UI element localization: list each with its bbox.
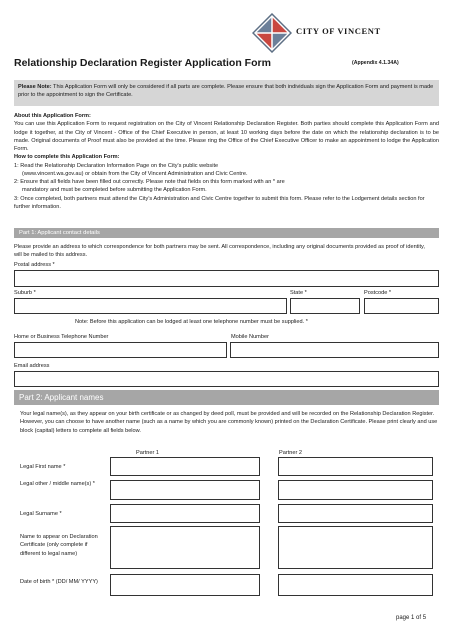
legal-first-name-label: Legal First name * [20,464,66,470]
telephone-input[interactable] [14,342,227,358]
how-to-step: 3: Once completed, both partners must attend the City's Administration and Civic Centre together to submit this form. Please refer to the Lodgement details section for further information. [14,195,425,210]
appendix-reference: (Appendix 4.1.34A) [352,60,399,66]
telephone-label: Home or Business Telephone Number [14,334,109,340]
partner2-legal-surname-input[interactable] [278,504,433,523]
certificate-name-label: Name to appear on Declaration Certificate (only complete if different to legal name) [20,534,98,557]
notice-box [14,80,439,106]
about-body: You can use this Application Form to request registration on the City of Vincent Relationship Declaration Register. Both parties should complete this Application Form and lodge it together, at the City of Vincent - Office of the Chief Executive in person, at least 10 working days before the date on which the relationship declaration is to be made. Original documents of Proof must also be provided at the time. Please ring the Office of the Chief Executive Officer to make an appointment to lodge the Application Form. [14,121,439,153]
part2-intro: Your legal name(s), as they appear on your birth certificate or as changed by deed poll, must be provided and will be recorded on the Relationship Declaration Register. However, you can choose to have another name (such as a name by which you are commonly known) printed on the Declaration Certificate. Please print clearly and use block (capital) letters to complete all fields below. [20,411,438,434]
suburb-input[interactable] [14,298,287,314]
partner1-date-of-birth-input[interactable] [110,574,260,596]
how-to-step: 1: Read the Relationship Declaration Information Page on the City's public website [14,162,219,169]
state-label: State * [290,290,307,296]
mobile-label: Mobile Number [231,334,269,340]
how-to-step: (www.vincent.wa.gov.au) or obtain from the City of Vincent Administration and Civic Centre. [22,170,248,177]
partner1-legal-first-name-input[interactable] [110,457,260,476]
part2-heading: Part 2: Applicant names [14,390,439,405]
partner2-certificate-name-input[interactable] [278,526,433,569]
mobile-input[interactable] [230,342,439,358]
email-input[interactable] [14,371,439,387]
postcode-input[interactable] [364,298,439,314]
phone-note: Note: Before this application can be lodged at least one telephone number must be supplied. * [75,319,308,325]
how-to-step: mandatory and must be completed before submitting the Application Form. [22,187,207,194]
partner1-certificate-name-input[interactable] [110,526,260,569]
email-label: Email address [14,363,50,369]
legal-middle-name-label: Legal other / middle name(s) * [20,481,95,487]
postal-address-label: Postal address * [14,262,55,268]
partner1-legal-middle-name-input[interactable] [110,480,260,500]
organisation-name: CITY OF VINCENT [296,26,381,36]
partner1-legal-surname-input[interactable] [110,504,260,523]
about-section [14,112,439,211]
how-to-step: 2: Ensure that all fields have been filled out correctly. Please note that fields on this form marked with an * are [14,179,285,186]
partner2-date-of-birth-input[interactable] [278,574,433,596]
part1-intro: Please provide an address to which correspondence for both partners may be sent. All correspondence, including any original documents provided as proof of identity, will be mailed to this address. [14,244,425,259]
about-heading: About this Application Form: [14,113,91,119]
partner2-column-label: Partner 2 [279,450,303,456]
legal-surname-label: Legal Surname * [20,511,62,517]
suburb-label: Suburb * [14,290,36,296]
partner1-column-label: Partner 1 [136,450,160,456]
state-input[interactable] [290,298,360,314]
date-of-birth-label: Date of birth * (DD/ MM/ YYYY) [20,579,98,585]
postcode-label: Postcode * [364,290,392,296]
how-to-heading: How to complete this Application Form: [14,154,120,161]
part1-heading: Part 1: Applicant contact details [14,228,439,238]
partner2-legal-middle-name-input[interactable] [278,480,433,500]
notice-label: Please Note: [18,84,52,90]
form-title: Relationship Declaration Register Application Form [14,57,271,69]
city-of-vincent-logo [252,13,292,53]
partner2-legal-first-name-input[interactable] [278,457,433,476]
page-number: page 1 of 5 [396,615,427,621]
notice-text: This Application Form will only be considered if all parts are complete. Please ensure that both individuals sign the Application Form and payment is made prior to the appointment to sign the Certificate. [18,84,434,99]
postal-address-input[interactable] [14,270,439,287]
